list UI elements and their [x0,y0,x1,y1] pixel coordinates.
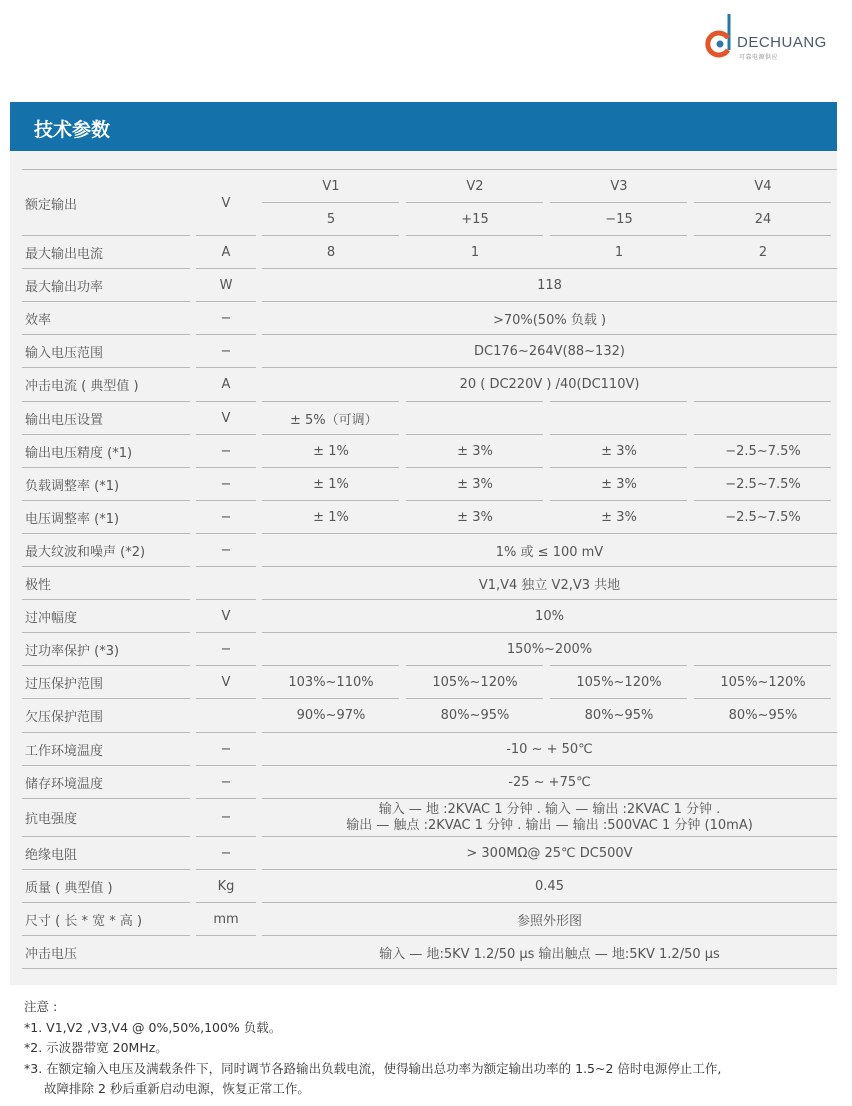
row-divider [406,665,543,666]
row-unit: − [220,845,232,861]
row-divider [22,169,837,170]
row-value: ± 3% [601,509,637,525]
row-divider [550,202,687,203]
row-divider [406,698,543,699]
row-value: −2.5~7.5% [725,443,801,459]
row-unit: − [220,344,232,360]
row-divider [22,401,190,402]
row-divider [22,533,190,534]
row-value: ± 3% [457,509,493,525]
row-unit: − [220,542,232,558]
row-value: -10 ~ + 50℃ [506,741,593,757]
row-divider [262,334,837,335]
row-value: 150%~200% [506,642,593,658]
row-value: 105%~120% [432,675,518,691]
row-unit: − [220,774,232,790]
row-divider [22,301,190,302]
row-divider [262,434,399,435]
row-label: 储存环境温度 [25,776,104,792]
row-value: V1,V4 独立 V2,V3 共地 [478,578,621,594]
row-value: 0.45 [535,878,564,894]
row-divider [22,599,190,600]
row-label: 抗电强度 [25,812,78,828]
row-divider [22,500,190,501]
row-divider [262,732,837,733]
row-divider [406,500,543,501]
row-label: 尺寸 ( 长 * 宽 * 高 ) [25,914,143,930]
section-title: 技术参数 [34,119,111,141]
row-divider [694,434,831,435]
row-divider [196,869,256,870]
row-divider [262,467,399,468]
table-row [22,501,837,534]
row-divider [196,798,256,799]
row-divider [262,765,837,766]
row-divider [196,334,256,335]
table-row [22,870,837,903]
note-item: *2. 示波器带宽 20MHz。 [24,1040,168,1055]
row-value: ± 3% [601,476,637,492]
row-divider [262,268,837,269]
row-divider [550,500,687,501]
row-divider [196,566,256,567]
row-divider [262,935,837,936]
row-divider [196,765,256,766]
table-row [22,633,837,666]
row-unit: A [221,377,231,393]
row-unit: W [219,278,233,294]
table-row [22,468,837,501]
row-divider [22,235,190,236]
row-value: 90%~97% [296,708,366,724]
row-divider [196,599,256,600]
table-row [22,302,837,335]
row-value: ± 3% [601,443,637,459]
table-row [22,666,837,699]
row-value: 1 [470,245,480,261]
row-divider [262,533,837,534]
table-row [22,335,837,368]
row-value: > 300MΩ@ 25℃ DC500V [466,845,633,861]
row-divider [262,367,837,368]
brand-subtitle: 可靠电源供应 [739,54,779,61]
row-divider [196,301,256,302]
row-divider [22,836,190,837]
row-label: 冲击电压 [25,947,78,963]
row-value: −2.5~7.5% [725,476,801,492]
row-divider [262,632,837,633]
row-value: -25 ~ +75℃ [508,774,591,790]
row-divider [262,500,399,501]
row-unit: − [220,509,232,525]
table-row [22,534,837,567]
row-divider [262,902,837,903]
row-value: ± 1% [313,476,349,492]
channel-header: V3 [610,179,628,194]
brand-logo [702,12,842,62]
row-unit: V [221,675,231,691]
row-value: ± 1% [313,509,349,525]
row-value: 2 [758,245,768,261]
row-divider [694,202,831,203]
row-value: 10% [535,609,564,625]
row-value-line: 输入 — 地 :2KVAC 1 分钟 . 输入 — 输出 :2KVAC 1 分钟 . [378,801,721,817]
row-value: ± 3% [457,476,493,492]
row-label: 输出电压精度 (*1) [25,445,133,461]
row-label: 绝缘电阻 [25,847,78,863]
voltage-row [22,203,837,236]
table-row [22,766,837,799]
row-value-line: 输出 — 触点 :2KVAC 1 分钟 . 输出 — 输出 :500VAC 1 分钟 (10mA) [346,817,753,833]
row-value: >70%(50% 负载 ) [492,313,607,329]
row-label: 过冲幅度 [25,611,78,627]
voltage-value: 24 [754,212,772,227]
row-divider [406,235,543,236]
dechuang-logo-icon [702,12,742,62]
row-divider [550,467,687,468]
row-unit: − [220,642,232,658]
row-value: 105%~120% [720,675,806,691]
row-divider [262,698,399,699]
row-value: ± 5%（可调） [290,412,378,428]
row-value: ± 1% [313,443,349,459]
channel-header: V4 [754,179,772,194]
row-divider [22,467,190,468]
row-unit: − [220,810,232,826]
voltage-value: +15 [461,212,489,227]
row-divider [694,467,831,468]
row-divider [262,665,399,666]
row-divider [196,268,256,269]
row-label: 电压调整率 (*1) [25,511,120,527]
row-divider [196,235,256,236]
row-value: 8 [326,245,336,261]
row-label: 最大输出电流 [25,247,104,263]
row-divider [262,401,399,402]
row-divider [262,566,837,567]
row-label: 过功率保护 (*3) [25,644,120,660]
row-unit [196,699,256,732]
row-divider [196,632,256,633]
row-label: 输入电压范围 [25,346,104,362]
row-divider [22,765,190,766]
row-label: 效率 [25,313,52,329]
table-row [22,402,837,435]
row-divider [196,836,256,837]
row-unit: mm [213,912,239,928]
row-label: 过压保护范围 [25,677,104,693]
row-divider [196,698,256,699]
row-divider [196,902,256,903]
row-divider [22,698,190,699]
section-banner [10,102,837,151]
row-value: 105%~120% [576,675,662,691]
row-value: ± 3% [457,443,493,459]
notes-title: 注意 : [24,999,58,1014]
note-item: *1. V1,V2 ,V3,V4 @ 0%,50%,100% 负载。 [24,1019,282,1035]
row-divider [262,301,837,302]
note-item: *3. 在额定输入电压及满载条件下，同时调节各路输出负载电流，使得输出总功率为额定输出功率的 1.5~2 倍时电源停止工作, [24,1060,722,1076]
row-divider [694,698,831,699]
row-value: 输入 — 地:5KV 1.2/50 μs 输出触点 — 地:5KV 1.2/50 μs [379,947,720,963]
row-divider [262,798,837,799]
table-row [22,567,837,600]
row-divider [22,968,837,969]
table-row [22,368,837,401]
row-unit: Kg [217,878,235,894]
row-divider [22,334,190,335]
table-row [22,903,837,936]
row-divider [550,698,687,699]
row-value: 80%~95% [728,708,798,724]
row-divider [22,935,190,936]
voltage-value: −15 [605,212,633,227]
row-divider [694,401,831,402]
table-row [22,435,837,468]
row-divider [22,798,190,799]
row-divider [550,434,687,435]
row-divider [406,202,543,203]
row-divider [196,367,256,368]
row-value: 参照外形图 [516,914,582,930]
row-unit: A [221,245,231,261]
row-unit: − [220,443,232,459]
row-label: 最大输出功率 [25,280,104,296]
row-value: 20 ( DC220V ) /40(DC110V) [459,377,640,393]
table-row [22,600,837,633]
row-divider [22,632,190,633]
row-value: −2.5~7.5% [725,509,801,525]
row-divider [22,566,190,567]
voltage-value: 5 [326,212,336,227]
row-divider [196,467,256,468]
row-divider [262,599,837,600]
row-value: 80%~95% [584,708,654,724]
row-value: DC176~264V(88~132) [474,344,625,360]
row-divider [550,665,687,666]
row-value: 80%~95% [440,708,510,724]
row-unit [196,936,256,969]
row-label: 冲击电流 ( 典型值 ) [25,379,139,395]
row-label: 欠压保护范围 [25,710,104,726]
table-row [22,699,837,732]
row-label: 质量 ( 典型值 ) [25,880,113,896]
head-unit: V [221,195,231,211]
row-divider [196,401,256,402]
note-item: 故障排除 2 秒后重新启动电源，恢复正常工作。 [44,1081,310,1096]
row-value [262,799,837,837]
row-label: 输出电压设置 [25,412,104,428]
row-divider [694,235,831,236]
row-unit: V [221,609,231,625]
row-divider [262,235,399,236]
row-divider [196,500,256,501]
row-label: 最大纹波和噪声 (*2) [25,544,146,560]
row-divider [22,268,190,269]
row-divider [406,401,543,402]
row-divider [262,202,399,203]
row-label: 极性 [25,578,52,594]
channel-header: V1 [322,179,340,194]
table-row [22,269,837,302]
row-divider [196,533,256,534]
row-divider [22,665,190,666]
row-unit: V [221,410,231,426]
table-row [22,936,837,969]
row-divider [694,500,831,501]
channel-row [22,170,837,203]
row-divider [550,235,687,236]
row-unit [196,567,256,600]
row-value: 1 [614,245,624,261]
row-unit: − [220,476,232,492]
row-divider [196,665,256,666]
table-row [22,236,837,269]
channel-header: V2 [466,179,484,194]
row-divider [262,836,837,837]
row-divider [406,434,543,435]
row-unit: − [220,311,232,327]
row-divider [694,665,831,666]
row-divider [22,902,190,903]
row-value: 103%~110% [288,675,374,691]
row-divider [22,367,190,368]
table-row [22,733,837,766]
row-divider [262,869,837,870]
row-unit: − [220,741,232,757]
row-divider [196,935,256,936]
row-label: 工作环境温度 [25,743,104,759]
notes [24,997,721,1100]
row-divider [196,434,256,435]
row-divider [22,732,190,733]
row-divider [196,732,256,733]
row-divider [22,434,190,435]
row-label: 负载调整率 (*1) [25,478,120,494]
row-divider [22,869,190,870]
row-divider [406,467,543,468]
table-row [22,837,837,870]
row-value: 1% 或 ≤ 100 mV [495,544,604,560]
row-divider [550,401,687,402]
row-value: 118 [537,278,562,294]
brand-name: DECHUANG [737,34,827,51]
head-label: 额定输出 [25,197,78,213]
table-row [22,799,837,837]
